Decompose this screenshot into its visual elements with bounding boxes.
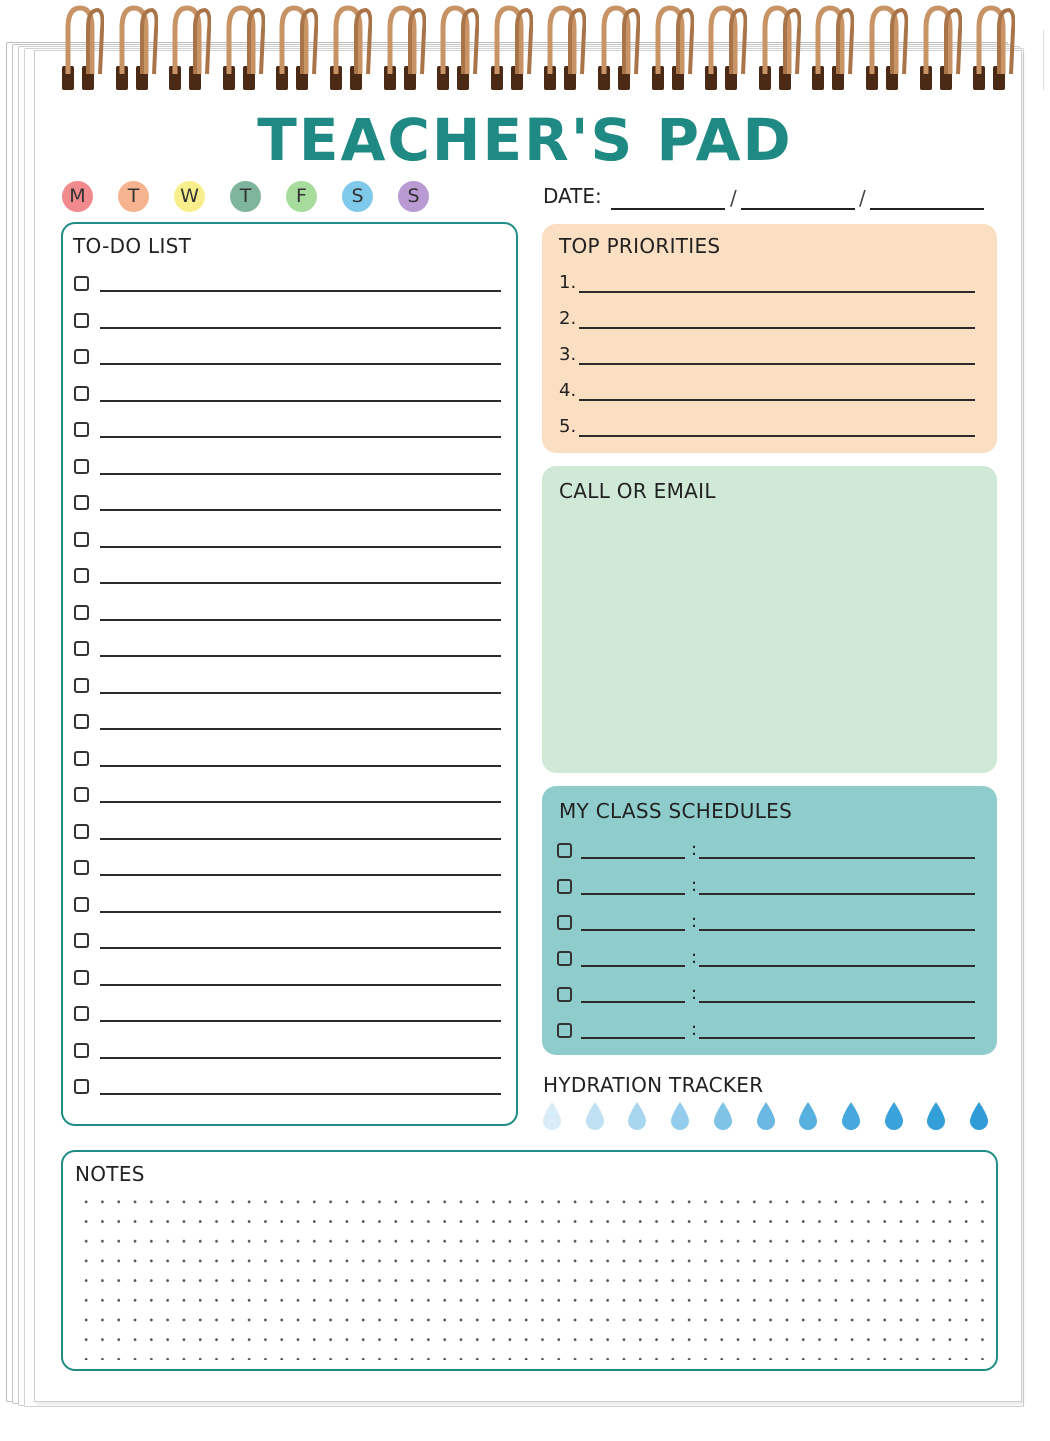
todo-checkbox[interactable]: [74, 897, 89, 912]
call-or-email-box[interactable]: [542, 466, 997, 773]
weekday-1[interactable]: T: [118, 181, 149, 212]
priority-number: 3.: [559, 344, 577, 365]
priority-line[interactable]: [579, 363, 975, 365]
schedule-class-line[interactable]: [699, 1037, 975, 1039]
todo-checkbox[interactable]: [74, 824, 89, 839]
todo-checkbox[interactable]: [74, 751, 89, 766]
todo-checkbox[interactable]: [74, 1006, 89, 1021]
hydration-heading: HYDRATION TRACKER: [543, 1073, 764, 1097]
schedule-colon: :: [691, 911, 698, 932]
schedule-time-line[interactable]: [581, 1037, 685, 1039]
todo-line[interactable]: [100, 1057, 501, 1059]
todo-line[interactable]: [100, 1093, 501, 1095]
todo-line[interactable]: [100, 692, 501, 694]
todo-line[interactable]: [100, 655, 501, 657]
priority-line[interactable]: [579, 327, 975, 329]
call-heading: CALL OR EMAIL: [559, 479, 716, 503]
priority-number: 4.: [559, 380, 577, 401]
date-separator: /: [859, 186, 866, 210]
weekday-4[interactable]: F: [286, 181, 317, 212]
schedule-time-line[interactable]: [581, 965, 685, 967]
priority-line[interactable]: [579, 399, 975, 401]
todo-line[interactable]: [100, 984, 501, 986]
todo-checkbox[interactable]: [74, 1043, 89, 1058]
date-month-line[interactable]: [741, 208, 855, 210]
spiral-ring: [650, 4, 694, 90]
weekday-5[interactable]: S: [342, 181, 373, 212]
schedule-class-line[interactable]: [699, 857, 975, 859]
todo-line[interactable]: [100, 436, 501, 438]
todo-line[interactable]: [100, 874, 501, 876]
todo-checkbox[interactable]: [74, 678, 89, 693]
spiral-ring: [167, 4, 211, 90]
spiral-binding: [0, 0, 1050, 95]
schedule-class-line[interactable]: [699, 965, 975, 967]
page-title: TEACHER'S PAD: [257, 106, 793, 174]
top-priorities-box: [542, 224, 997, 453]
spiral-ring: [435, 4, 479, 90]
todo-checkbox[interactable]: [74, 933, 89, 948]
schedule-time-line[interactable]: [581, 929, 685, 931]
schedule-class-line[interactable]: [699, 893, 975, 895]
todo-line[interactable]: [100, 619, 501, 621]
spiral-ring: [810, 4, 854, 90]
todo-checkbox[interactable]: [74, 860, 89, 875]
schedule-class-line[interactable]: [699, 929, 975, 931]
todo-line[interactable]: [100, 363, 501, 365]
notes-heading: NOTES: [75, 1162, 145, 1186]
water-drop-icon[interactable]: [883, 1100, 905, 1132]
todo-checkbox[interactable]: [74, 495, 89, 510]
todo-checkbox[interactable]: [74, 568, 89, 583]
weekday-2[interactable]: W: [174, 181, 205, 212]
date-separator: /: [730, 186, 737, 210]
schedule-class-line[interactable]: [699, 1001, 975, 1003]
spiral-ring: [757, 4, 801, 90]
todo-checkbox[interactable]: [74, 714, 89, 729]
todo-checkbox[interactable]: [74, 422, 89, 437]
priorities-heading: TOP PRIORITIES: [559, 234, 721, 258]
water-drop-icon[interactable]: [925, 1100, 947, 1132]
priority-number: 1.: [559, 272, 577, 293]
todo-line[interactable]: [100, 801, 501, 803]
schedule-time-line[interactable]: [581, 893, 685, 895]
todo-heading: TO-DO LIST: [73, 234, 192, 258]
spiral-ring: [274, 4, 318, 90]
spiral-ring: [114, 4, 158, 90]
spiral-ring: [60, 4, 104, 90]
date-year-line[interactable]: [870, 208, 984, 210]
water-drop-icon[interactable]: [626, 1100, 648, 1132]
water-drop-icon[interactable]: [712, 1100, 734, 1132]
water-drop-icon[interactable]: [968, 1100, 990, 1132]
schedule-checkbox[interactable]: [557, 951, 572, 966]
water-drop-icon[interactable]: [541, 1100, 563, 1132]
spiral-ring: [703, 4, 747, 90]
schedule-checkbox[interactable]: [557, 843, 572, 858]
todo-checkbox[interactable]: [74, 349, 89, 364]
todo-checkbox[interactable]: [74, 459, 89, 474]
todo-line[interactable]: [100, 509, 501, 511]
spiral-ring: [328, 4, 372, 90]
todo-checkbox[interactable]: [74, 532, 89, 547]
weekday-6[interactable]: S: [398, 181, 429, 212]
water-drop-icon[interactable]: [584, 1100, 606, 1132]
todo-list-box: [61, 222, 518, 1126]
todo-line[interactable]: [100, 728, 501, 730]
spiral-ring: [489, 4, 533, 90]
todo-line[interactable]: [100, 911, 501, 913]
todo-checkbox[interactable]: [74, 787, 89, 802]
priority-number: 2.: [559, 308, 577, 329]
todo-checkbox[interactable]: [74, 605, 89, 620]
spiral-ring: [221, 4, 265, 90]
schedule-colon: :: [691, 947, 698, 968]
todo-checkbox[interactable]: [74, 313, 89, 328]
todo-line[interactable]: [100, 947, 501, 949]
todo-checkbox[interactable]: [74, 970, 89, 985]
water-drop-icon[interactable]: [669, 1100, 691, 1132]
todo-line[interactable]: [100, 838, 501, 840]
spiral-ring: [382, 4, 426, 90]
notes-dot-grid[interactable]: [78, 1192, 984, 1360]
priority-line[interactable]: [579, 435, 975, 437]
schedules-heading: MY CLASS SCHEDULES: [559, 799, 793, 823]
todo-line[interactable]: [100, 400, 501, 402]
todo-line[interactable]: [100, 327, 501, 329]
water-drop-icon[interactable]: [797, 1100, 819, 1132]
todo-line[interactable]: [100, 765, 501, 767]
spiral-ring: [596, 4, 640, 90]
spiral-ring: [918, 4, 962, 90]
schedule-checkbox[interactable]: [557, 987, 572, 1002]
todo-checkbox[interactable]: [74, 641, 89, 656]
schedule-colon: :: [691, 983, 698, 1004]
schedule-checkbox[interactable]: [557, 915, 572, 930]
spiral-ring: [864, 4, 908, 90]
spiral-ring: [542, 4, 586, 90]
schedule-colon: :: [691, 1019, 698, 1040]
schedule-time-line[interactable]: [581, 1001, 685, 1003]
todo-line[interactable]: [100, 473, 501, 475]
todo-checkbox[interactable]: [74, 276, 89, 291]
schedule-colon: :: [691, 875, 698, 896]
water-drop-icon[interactable]: [840, 1100, 862, 1132]
todo-checkbox[interactable]: [74, 1079, 89, 1094]
spiral-ring: [971, 4, 1015, 90]
todo-line[interactable]: [100, 1020, 501, 1022]
date-day-line[interactable]: [611, 208, 725, 210]
todo-line[interactable]: [100, 582, 501, 584]
schedule-checkbox[interactable]: [557, 1023, 572, 1038]
todo-line[interactable]: [100, 546, 501, 548]
weekday-3[interactable]: T: [230, 181, 261, 212]
weekday-0[interactable]: M: [62, 181, 93, 212]
priority-number: 5.: [559, 416, 577, 437]
todo-checkbox[interactable]: [74, 386, 89, 401]
schedule-time-line[interactable]: [581, 857, 685, 859]
priority-line[interactable]: [579, 291, 975, 293]
date-label: DATE:: [543, 184, 602, 208]
class-schedules-box: [542, 786, 997, 1055]
todo-line[interactable]: [100, 290, 501, 292]
schedule-colon: :: [691, 839, 698, 860]
schedule-checkbox[interactable]: [557, 879, 572, 894]
water-drop-icon[interactable]: [755, 1100, 777, 1132]
